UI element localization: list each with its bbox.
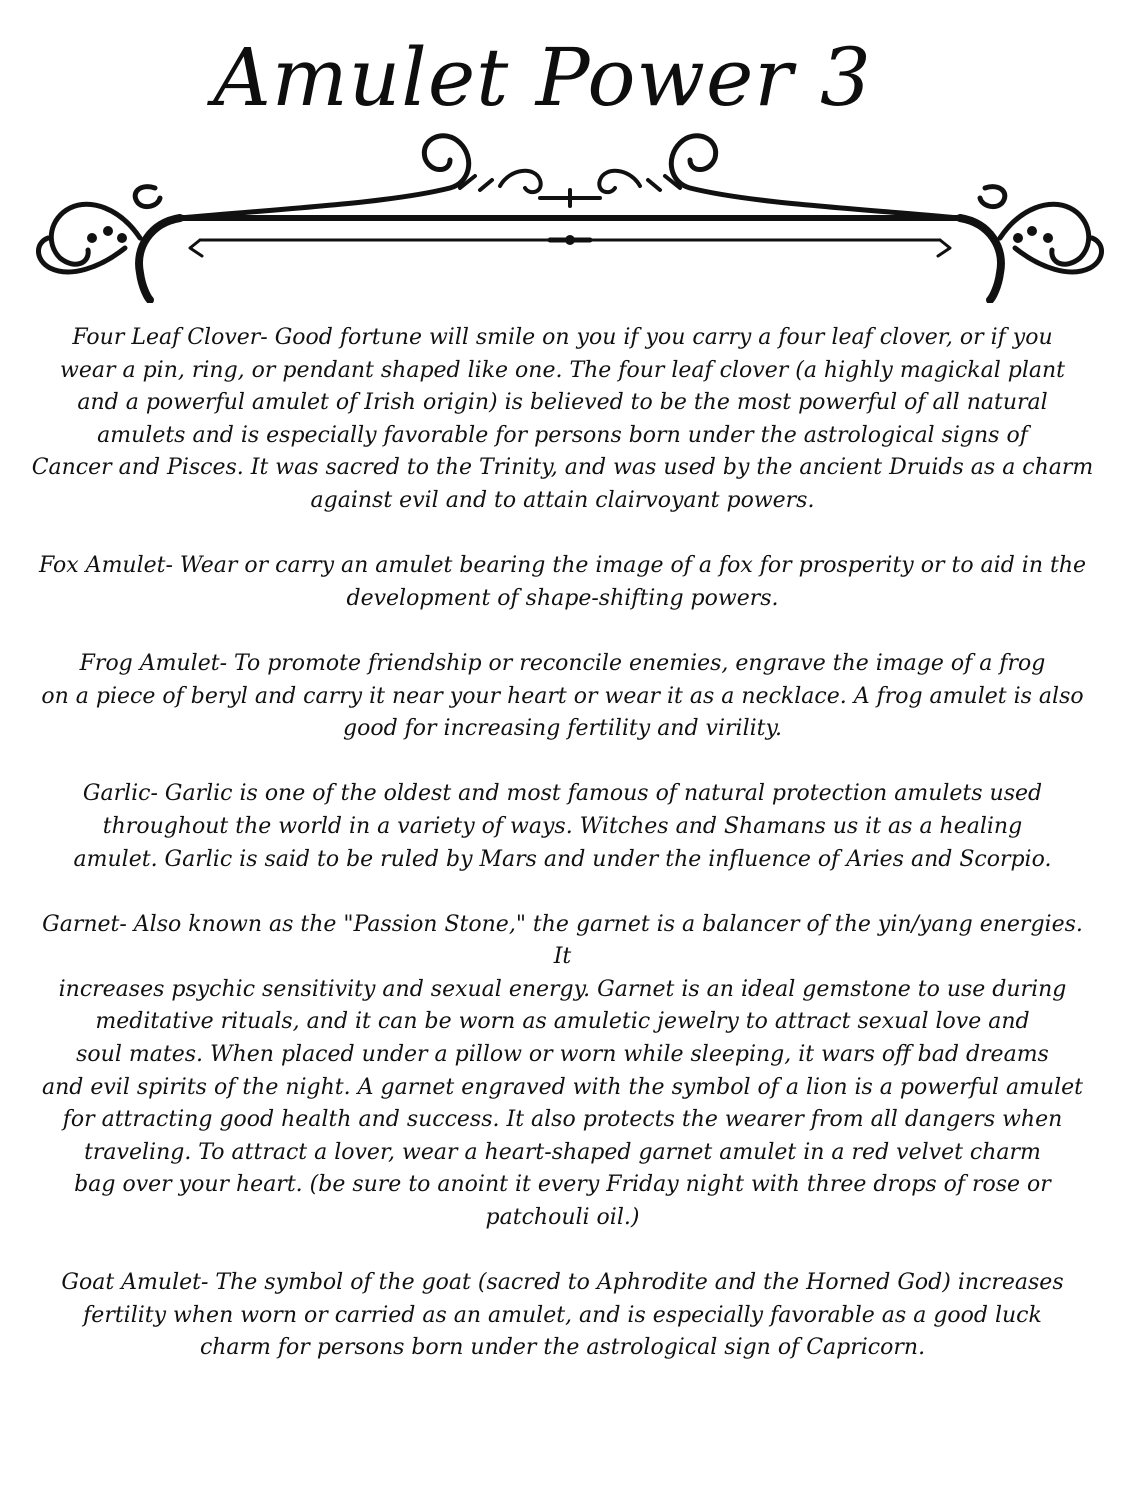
text-line: throughout the world in a variety of ways. Witches and Shamans us it as a healing bbox=[102, 813, 1023, 839]
entry-goat-amulet bbox=[30, 1267, 1095, 1365]
text-line: patchouli oil.) bbox=[485, 1205, 640, 1231]
entry-garlic bbox=[30, 778, 1095, 876]
text-line: meditative rituals, and it can be worn as amuletic jewelry to attract sexual love and bbox=[95, 1009, 1030, 1035]
text-line: against evil and to attain clairvoyant powers. bbox=[310, 487, 815, 513]
text-line: Garlic- Garlic is one of the oldest and most famous of natural protection amulets used bbox=[82, 781, 1043, 807]
text-line: on a piece of beryl and carry it near your heart or wear it as a necklace. A frog amulet is also bbox=[41, 683, 1084, 709]
text-line: Cancer and Pisces. It was sacred to the Trinity, and was used by the ancient Druids as a charm bbox=[31, 455, 1094, 481]
body-text bbox=[30, 322, 1095, 1398]
entry-four-leaf-clover bbox=[30, 322, 1095, 518]
text-line: good for increasing fertility and virility. bbox=[343, 716, 782, 742]
text-line: fertility when worn or carried as an amulet, and is especially favorable as a good luck bbox=[83, 1302, 1042, 1328]
text-line: Goat Amulet- The symbol of the goat (sacred to Aphrodite and the Horned God) increases bbox=[61, 1270, 1064, 1296]
text-line: bag over your heart. (be sure to anoint it every Friday night with three drops of rose or bbox=[74, 1172, 1051, 1198]
text-line: for attracting good health and success. It also protects the wearer from all dangers when bbox=[62, 1107, 1063, 1133]
entry-fox-amulet bbox=[30, 550, 1095, 615]
text-line: increases psychic sensitivity and sexual energy. Garnet is an ideal gemstone to use during bbox=[58, 976, 1067, 1002]
text-line: traveling. To attract a lover, wear a heart-shaped garnet amulet in a red velvet charm bbox=[84, 1139, 1041, 1165]
text-line: Garnet- Also known as the "Passion Stone," the garnet is a balancer of the yin/yang energies. It bbox=[42, 911, 1083, 970]
text-line: and a powerful amulet of Irish origin) is believed to be the most powerful of all natural bbox=[77, 390, 1048, 416]
entry-frog-amulet bbox=[30, 648, 1095, 746]
text-line: Frog Amulet- To promote friendship or reconcile enemies, engrave the image of a frog bbox=[79, 650, 1046, 676]
text-line: amulets and is especially favorable for persons born under the astrological signs of bbox=[97, 422, 1028, 448]
text-line: Fox Amulet- Wear or carry an amulet bearing the image of a fox for prosperity or to aid in the bbox=[38, 553, 1087, 579]
page-title: Amulet Power 3 bbox=[213, 31, 872, 124]
text-line: Four Leaf Clover- Good fortune will smile on you if you carry a four leaf clover, or if you bbox=[72, 325, 1053, 350]
text-line: soul mates. When placed under a pillow or worn while sleeping, it wars off bad dreams bbox=[76, 1042, 1049, 1068]
scroll-flourish-divider-icon bbox=[30, 128, 1110, 303]
text-line: charm for persons born under the astrological sign of Capricorn. bbox=[199, 1335, 926, 1361]
text-line: amulet. Garlic is said to be ruled by Mars and under the influence of Aries and Scorpio. bbox=[73, 846, 1052, 872]
entry-garnet bbox=[30, 909, 1095, 1235]
text-line: wear a pin, ring, or pendant shaped like one. The four leaf clover (a highly magickal plant bbox=[59, 357, 1065, 383]
text-line: development of shape-shifting powers. bbox=[346, 585, 779, 611]
text-line: and evil spirits of the night. A garnet engraved with the symbol of a lion is a powerful amulet bbox=[41, 1074, 1083, 1100]
